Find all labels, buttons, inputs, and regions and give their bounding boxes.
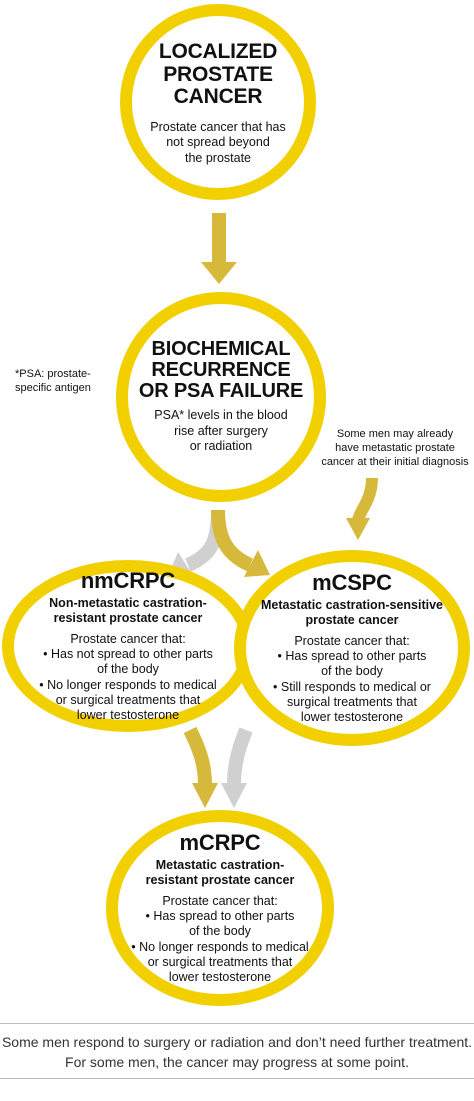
arrow-note-to-mcspc bbox=[346, 478, 372, 540]
stage-mcrpc-title: mCRPC bbox=[179, 829, 261, 855]
list-item: • Has spread to other parts of the body bbox=[277, 649, 427, 679]
stage-nmcrpc-subtitle: Non-metastatic castration- resistant prostate cancer bbox=[49, 595, 207, 625]
stage-nmcrpc-bullets bbox=[39, 647, 216, 723]
stage-biochemical-desc: PSA* levels in the blood rise after surgery or radiation bbox=[154, 408, 288, 454]
stage-biochemical-circle bbox=[116, 292, 326, 502]
stage-mcrpc-circle bbox=[106, 810, 334, 1006]
list-item: • Has not spread to other parts of the body bbox=[43, 647, 213, 677]
psa-footnote: *PSA: prostate- specific antigen bbox=[15, 368, 91, 394]
stage-mcspc-subtitle: Metastatic castration-sensitive prostate cancer bbox=[260, 597, 443, 627]
list-item: • No longer responds to medical or surgical treatments that lower testosterone bbox=[131, 939, 309, 985]
footer-top-divider bbox=[0, 1023, 474, 1024]
stage-mcrpc-bullets bbox=[131, 909, 308, 985]
stage-nmcrpc-title: nmCRPC bbox=[80, 567, 176, 593]
stage-localized-circle bbox=[120, 4, 316, 200]
stage-mcspc-circle bbox=[234, 550, 470, 746]
stage-mcrpc-lead: Prostate cancer that: bbox=[162, 893, 278, 908]
metastatic-at-diagnosis-note: Some men may already have metastatic prostate cancer at their initial diagnosis bbox=[321, 428, 469, 468]
stage-localized-title: LOCALIZED PROSTATE CANCER bbox=[158, 40, 278, 108]
stage-mcspc-bullets bbox=[273, 649, 431, 725]
stage-mcspc-title: mCSPC bbox=[312, 569, 392, 595]
stage-nmcrpc-circle bbox=[2, 560, 254, 732]
stage-mcspc-lead: Prostate cancer that: bbox=[294, 633, 410, 648]
footer-text bbox=[0, 1032, 474, 1073]
list-item: • Has spread to other parts of the body bbox=[145, 909, 295, 939]
list-item: • Still responds to medical or surgical treatments that lower testosterone bbox=[273, 679, 431, 725]
footer-line-1: Some men respond to surgery or radiation and don’t need further treatment. bbox=[1, 1034, 473, 1050]
footer-bottom-divider bbox=[0, 1078, 474, 1079]
arrow-biochemical-to-mcspc bbox=[218, 510, 270, 577]
list-item: • No longer responds to medical or surgical treatments that lower testosterone bbox=[39, 677, 217, 723]
stage-nmcrpc-lead: Prostate cancer that: bbox=[70, 631, 186, 646]
arrow-nmcrpc-to-mcrpc bbox=[190, 730, 218, 808]
stage-localized-desc: Prostate cancer that has not spread beyond the prostate bbox=[150, 119, 286, 165]
stage-mcrpc-subtitle: Metastatic castration- resistant prostate cancer bbox=[145, 857, 295, 887]
arrow-localized-to-biochemical bbox=[201, 213, 237, 284]
stage-biochemical-title: BIOCHEMICAL RECURRENCE OR PSA FAILURE bbox=[138, 338, 304, 403]
footer-line-2: For some men, the cancer may progress at some point. bbox=[65, 1054, 409, 1071]
arrow-mcspc-to-mcrpc bbox=[221, 730, 247, 808]
